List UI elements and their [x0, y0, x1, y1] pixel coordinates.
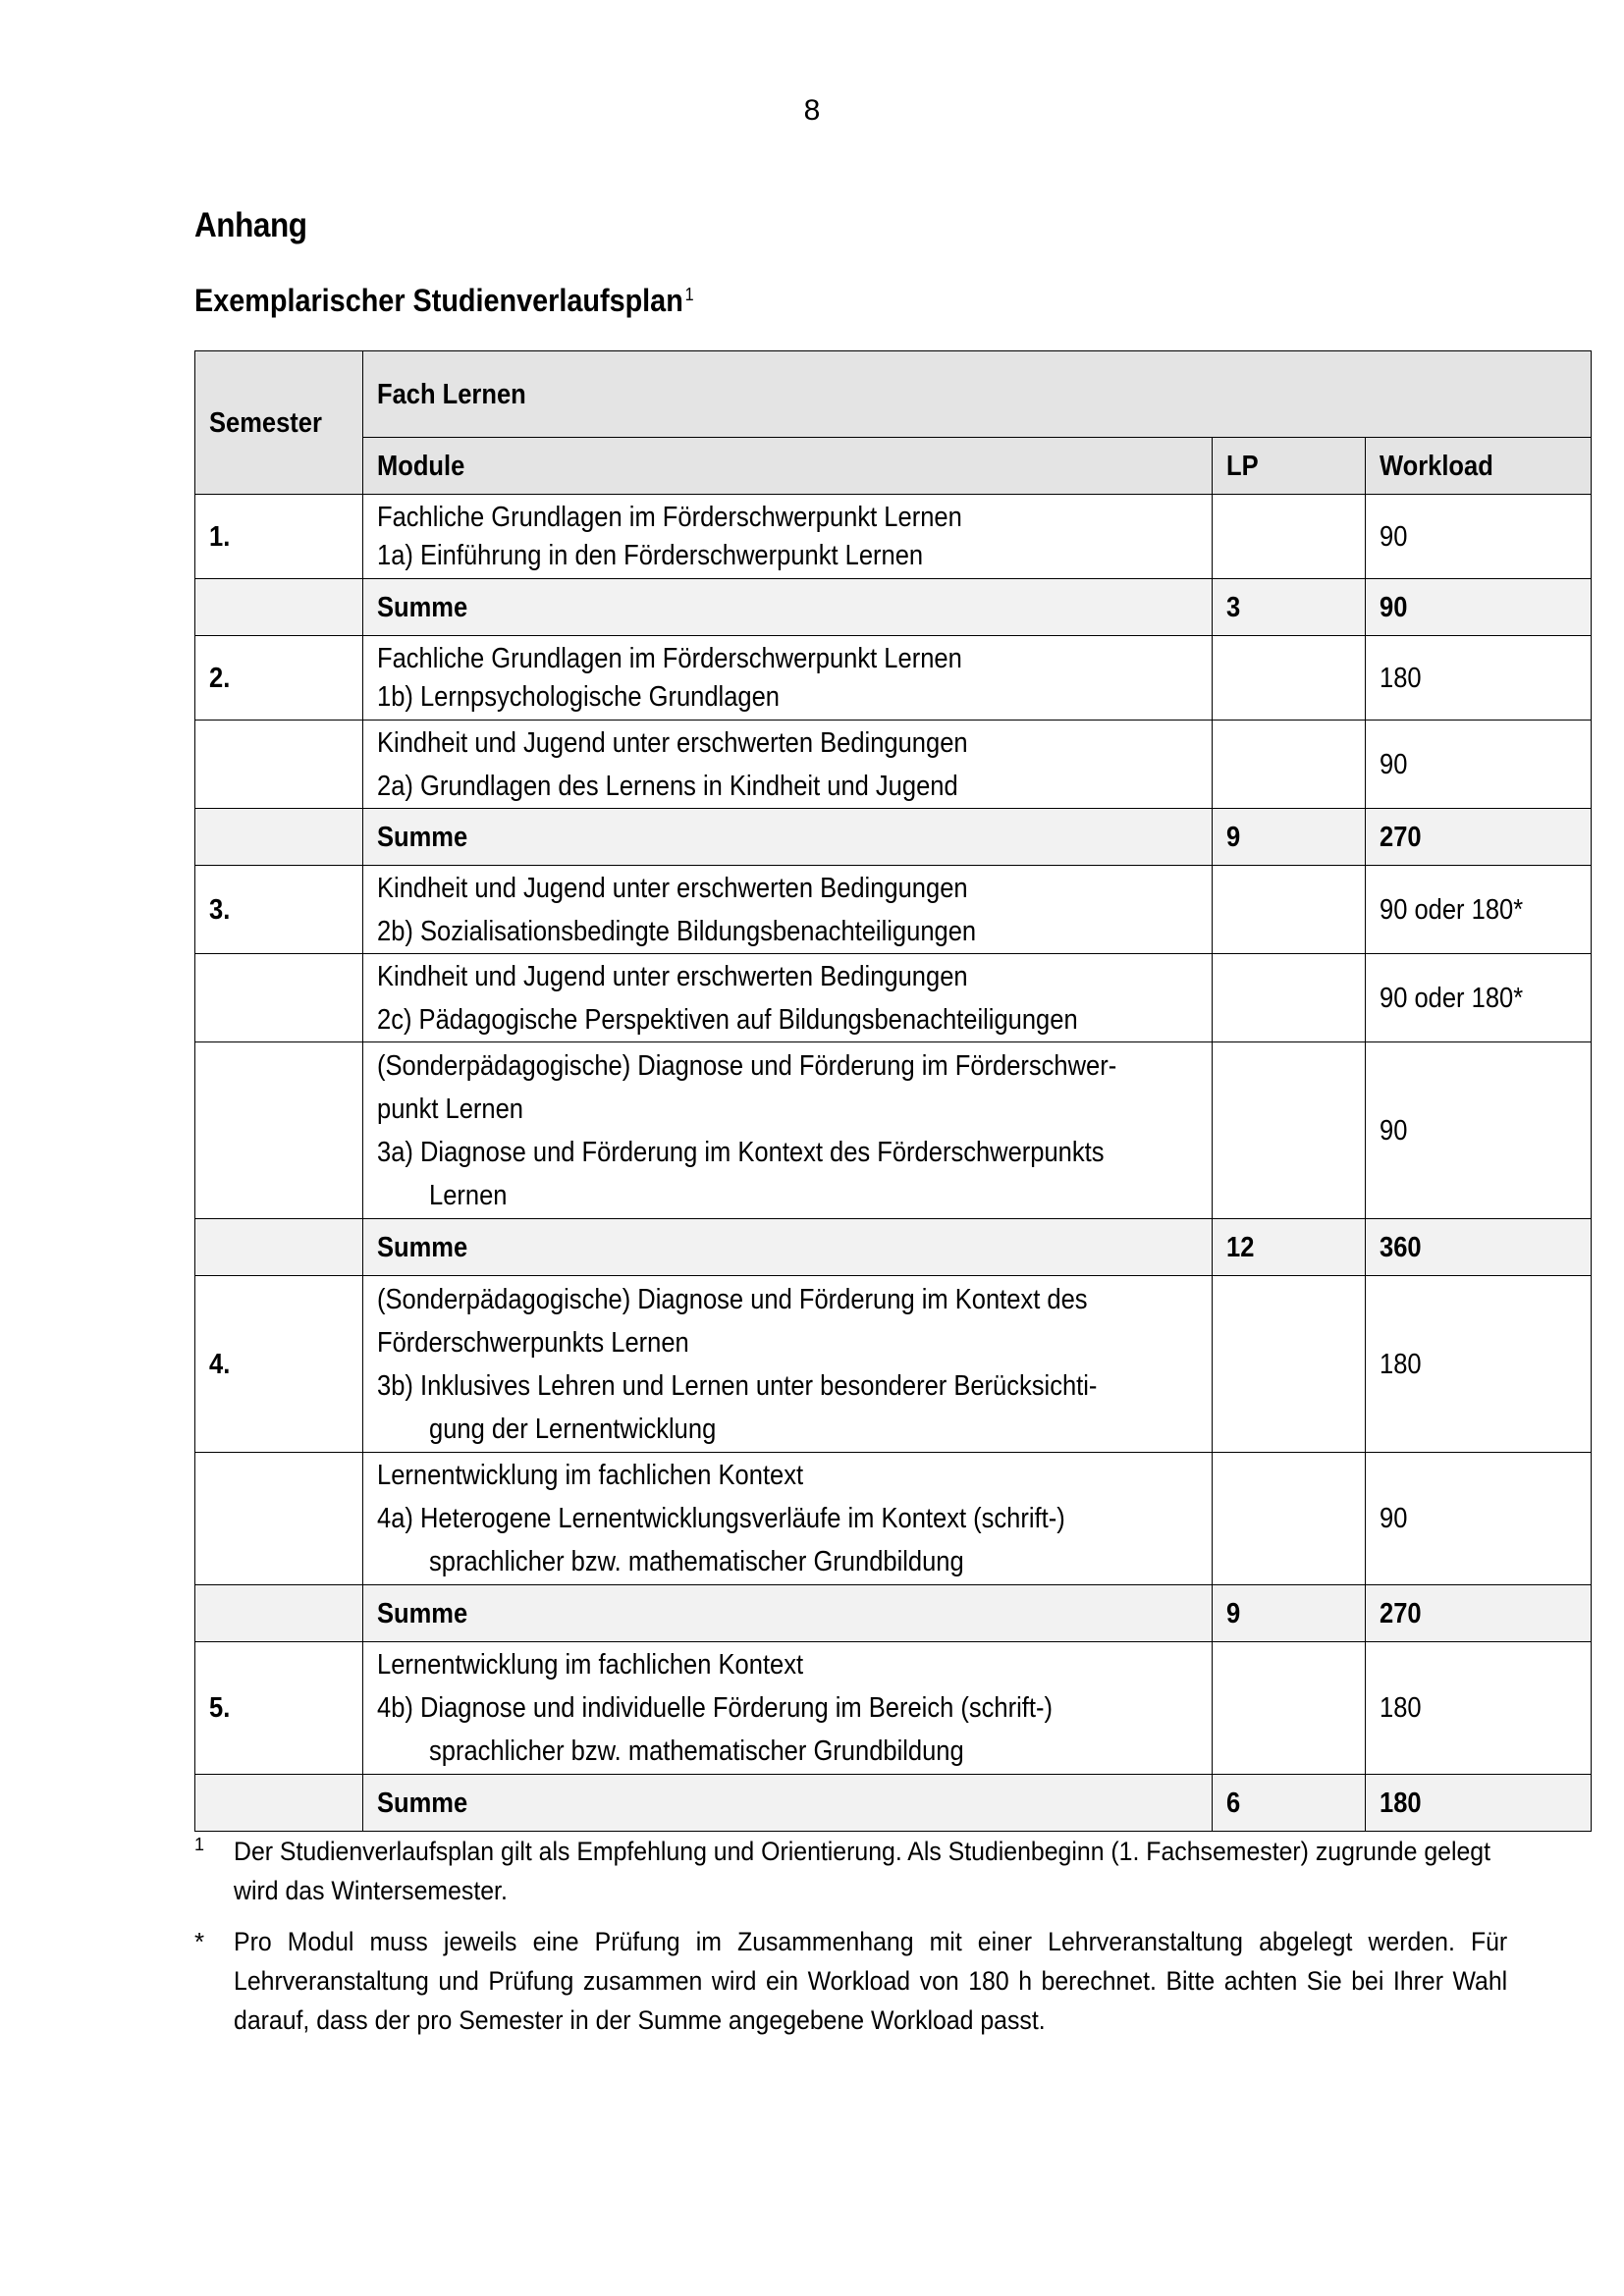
- sum-label: Summe: [363, 1585, 1213, 1642]
- table-header-row: [195, 351, 1592, 438]
- module-cell: Kindheit und Jugend unter erschwerten Bedingungen 2b) Sozialisationsbedingte Bildungsbenachteiligungen: [363, 866, 1213, 954]
- sum-lp: 6: [1213, 1775, 1366, 1832]
- sum-workload: 90: [1366, 579, 1592, 636]
- page-number: 8: [803, 94, 821, 127]
- semester-label: [195, 721, 363, 809]
- table-row: [195, 1453, 1592, 1585]
- lp-cell: [1213, 1276, 1366, 1453]
- workload-cell: 90 oder 180*: [1366, 954, 1592, 1042]
- sum-row: [195, 1585, 1592, 1642]
- workload-cell: 180: [1366, 1642, 1592, 1775]
- footnotes: [194, 1832, 1508, 2052]
- workload-cell: 180: [1366, 636, 1592, 721]
- lp-cell: [1213, 495, 1366, 579]
- sum-lp: 3: [1213, 579, 1366, 636]
- lp-cell: [1213, 636, 1366, 721]
- module-cell: (Sonderpädagogische) Diagnose und Förderung im Förderschwer- punkt Lernen 3a) Diagnose und Förderung im Kontext des Förderschwerpunkts Lernen: [363, 1042, 1213, 1219]
- module-cell: Lernentwicklung im fachlichen Kontext 4a) Heterogene Lernentwicklungsverläufe im Kontext (schrift-) sprachlicher bzw. mathematischer Grundbildung: [363, 1453, 1213, 1585]
- sum-lp: 9: [1213, 1585, 1366, 1642]
- workload-cell: 180: [1366, 1276, 1592, 1453]
- page-heading: Anhang: [194, 206, 307, 244]
- lp-cell: [1213, 1453, 1366, 1585]
- table-row: [195, 1642, 1592, 1775]
- footnote-star: [194, 1922, 1508, 2040]
- sum-row: [195, 579, 1592, 636]
- subheading-text: Exemplarischer Studienverlaufsplan: [194, 283, 683, 318]
- footnote-text: Pro Modul muss jeweils eine Prüfung im Zusammenhang mit einer Lehrveranstaltung abgelegt werden. Für Lehrveranstaltung und Prüfung zusammen wird ein Workload von 180 h berechnet. Bitte achten Sie bei Ihrer Wahl darauf, dass der pro Semester in der Summe angegebene Workload passt.: [234, 1927, 1508, 2035]
- table-row: [195, 1276, 1592, 1453]
- lp-cell: [1213, 1642, 1366, 1775]
- workload-cell: 90: [1366, 495, 1592, 579]
- sum-workload: 270: [1366, 1585, 1592, 1642]
- footnote-text: Der Studienverlaufsplan gilt als Empfehlung und Orientierung. Als Studienbeginn (1. Fachsemester) zugrunde gelegt wird das Wintersemester.: [234, 1837, 1491, 1905]
- sum-row: [195, 809, 1592, 866]
- lp-cell: [1213, 721, 1366, 809]
- module-cell: Kindheit und Jugend unter erschwerten Bedingungen 2c) Pädagogische Perspektiven auf Bildungsbenachteiligungen: [363, 954, 1213, 1042]
- workload-cell: 90: [1366, 1453, 1592, 1585]
- header-workload: Workload: [1366, 438, 1592, 495]
- sum-workload: 360: [1366, 1219, 1592, 1276]
- table-row: [195, 1042, 1592, 1219]
- table-row: [195, 636, 1592, 721]
- table-row: [195, 866, 1592, 954]
- sum-workload: 180: [1366, 1775, 1592, 1832]
- module-cell: Fachliche Grundlagen im Förderschwerpunkt Lernen 1a) Einführung in den Förderschwerpunkt Lernen: [363, 495, 1213, 579]
- module-cell: Kindheit und Jugend unter erschwerten Bedingungen 2a) Grundlagen des Lernens in Kindheit und Jugend: [363, 721, 1213, 809]
- semester-label: 3.: [195, 866, 363, 954]
- sum-row: [195, 1219, 1592, 1276]
- study-plan-table: [194, 350, 1592, 1832]
- semester-label: [195, 1042, 363, 1219]
- table-row: [195, 721, 1592, 809]
- table-row: [195, 954, 1592, 1042]
- module-cell: (Sonderpädagogische) Diagnose und Förderung im Kontext des Förderschwerpunkts Lernen 3b) Inklusives Lehren und Lernen unter besonderer Berücksichti- gung der Lernentwicklung: [363, 1276, 1213, 1453]
- workload-cell: 90: [1366, 1042, 1592, 1219]
- semester-label: [195, 1775, 363, 1832]
- sum-lp: 12: [1213, 1219, 1366, 1276]
- sum-workload: 270: [1366, 809, 1592, 866]
- table-subheader-row: [195, 438, 1592, 495]
- header-lp: LP: [1213, 438, 1366, 495]
- workload-cell: 90 oder 180*: [1366, 866, 1592, 954]
- sum-row: [195, 1775, 1592, 1832]
- footnote-mark: *: [194, 1927, 205, 1956]
- sum-label: Summe: [363, 809, 1213, 866]
- semester-label: 4.: [195, 1276, 363, 1453]
- semester-label: [195, 1585, 363, 1642]
- module-cell: Lernentwicklung im fachlichen Kontext 4b) Diagnose und individuelle Förderung im Bereich (schrift-) sprachlicher bzw. mathematischer Grundbildung: [363, 1642, 1213, 1775]
- footnote-mark: 1: [194, 1835, 205, 1854]
- semester-label: 1.: [195, 495, 363, 579]
- header-subject: Fach Lernen: [363, 351, 1592, 438]
- lp-cell: [1213, 866, 1366, 954]
- semester-label: [195, 1219, 363, 1276]
- lp-cell: [1213, 1042, 1366, 1219]
- footnote-1: [194, 1832, 1491, 1910]
- header-modules: Module: [363, 438, 1213, 495]
- sum-label: Summe: [363, 1775, 1213, 1832]
- semester-label: [195, 579, 363, 636]
- semester-label: [195, 954, 363, 1042]
- page-subheading: [194, 283, 694, 319]
- header-semester: Semester: [195, 351, 363, 495]
- sum-lp: 9: [1213, 809, 1366, 866]
- semester-label: 5.: [195, 1642, 363, 1775]
- workload-cell: 90: [1366, 721, 1592, 809]
- table-row: [195, 495, 1592, 579]
- semester-label: [195, 809, 363, 866]
- semester-label: 2.: [195, 636, 363, 721]
- lp-cell: [1213, 954, 1366, 1042]
- sum-label: Summe: [363, 579, 1213, 636]
- module-cell: Fachliche Grundlagen im Förderschwerpunkt Lernen 1b) Lernpsychologische Grundlagen: [363, 636, 1213, 721]
- footnote-reference: 1: [684, 285, 694, 304]
- sum-label: Summe: [363, 1219, 1213, 1276]
- semester-label: [195, 1453, 363, 1585]
